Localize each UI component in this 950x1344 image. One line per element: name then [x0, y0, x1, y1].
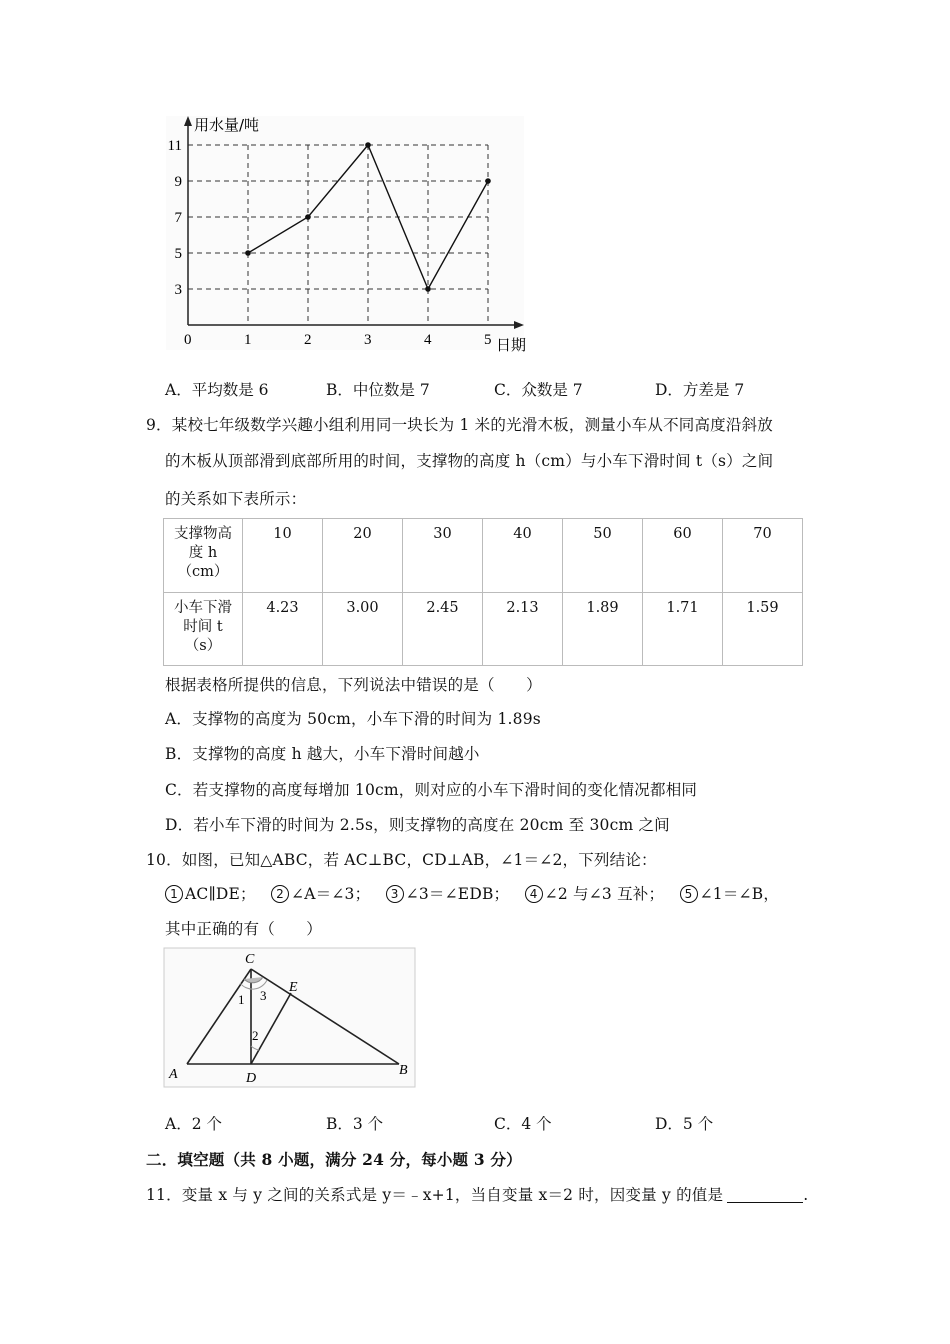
- q9-option-c[interactable]: C．若支撑物的高度每增加 10cm，则对应的小车下滑时间的变化情况都相同: [165, 781, 698, 799]
- data-point: [305, 214, 311, 220]
- table-cell: 2.45: [403, 593, 483, 666]
- table-cell: 60: [643, 519, 723, 593]
- x-tick-label: 1: [244, 332, 252, 348]
- row-header-time: 小车下滑 时间 t （s）: [164, 593, 243, 666]
- circle-5: 5: [680, 885, 698, 903]
- vertex-e: E: [289, 980, 298, 995]
- table-cell: 20: [323, 519, 403, 593]
- x-tick-label: 2: [304, 332, 312, 348]
- table-cell: 3.00: [323, 593, 403, 666]
- circle-3: 3: [386, 885, 404, 903]
- data-point: [425, 286, 431, 292]
- answer-blank[interactable]: [727, 1186, 803, 1203]
- q10-line-3: 其中正确的有（ ）: [165, 920, 323, 938]
- table-cell: 2.13: [483, 593, 563, 666]
- q9-line-1: 9．某校七年级数学兴趣小组利用同一块长为 1 米的光滑木板，测量小车从不同高度沿斜放: [146, 416, 773, 434]
- x-axis-label: 日期: [496, 336, 527, 354]
- q10-conclusions: 1 AC∥DE； 2 ∠A＝∠3； 3 ∠3＝∠EDB； 4 ∠2 与∠3 互补； 5 ∠1＝∠B，: [165, 882, 779, 904]
- y-tick-label: 7: [174, 210, 182, 226]
- table-cell: 1.59: [723, 593, 803, 666]
- table-cell: 50: [563, 519, 643, 593]
- q8-option-d[interactable]: D．方差是 7: [655, 381, 745, 399]
- q9-line-2: 的木板从顶部滑到底部所用的时间，支撑物的高度 h（cm）与小车下滑时间 t（s）之间: [165, 452, 774, 470]
- vertex-c: C: [245, 952, 255, 967]
- q9-option-a[interactable]: A．支撑物的高度为 50cm，小车下滑的时间为 1.89s: [165, 710, 541, 728]
- y-tick-label: 5: [174, 246, 182, 262]
- vertex-d: D: [246, 1071, 257, 1086]
- section-2-title: 二．填空题（共 8 小题，满分 24 分，每小题 3 分）: [146, 1150, 522, 1169]
- x-tick-label: 4: [424, 332, 432, 348]
- q10-option-c[interactable]: C．4 个: [494, 1115, 552, 1133]
- table-cell: 40: [483, 519, 563, 593]
- q10-option-d[interactable]: D．5 个: [655, 1115, 714, 1133]
- q8-option-b[interactable]: B．中位数是 7: [326, 381, 430, 399]
- x-tick-label: 5: [484, 332, 492, 348]
- q10-option-b[interactable]: B．3 个: [326, 1115, 384, 1133]
- y-axis-label: 用水量/吨: [194, 116, 260, 134]
- q11-text: 11．变量 x 与 y 之间的关系式是 y＝﹣x+1，当自变量 x＝2 时，因变量 y 的值是 .: [146, 1186, 809, 1204]
- vertex-b: B: [399, 1063, 408, 1078]
- angle-3: 3: [260, 988, 267, 1003]
- data-point: [245, 250, 251, 256]
- origin-label: 0: [184, 332, 192, 348]
- x-tick-label: 3: [364, 332, 372, 348]
- q9-data-table: [163, 518, 803, 666]
- vertex-a: A: [169, 1067, 178, 1082]
- table-cell: 10: [243, 519, 323, 593]
- circle-4: 4: [525, 885, 543, 903]
- y-tick-label: 3: [174, 282, 182, 298]
- row-header-height: 支撑物高 度 h （cm）: [164, 519, 243, 593]
- q9-option-b[interactable]: B．支撑物的高度 h 越大，小车下滑时间越小: [165, 745, 480, 763]
- angle-1: 1: [238, 992, 245, 1007]
- triangle-figure: [163, 947, 417, 1089]
- angle-2: 2: [252, 1028, 259, 1043]
- table-cell: 4.23: [243, 593, 323, 666]
- q9-option-d[interactable]: D．若小车下滑的时间为 2.5s，则支撑物的高度在 20cm 至 30cm 之间: [165, 816, 670, 834]
- q10-line-1: 10．如图，已知△ABC，若 AC⊥BC，CD⊥AB，∠1＝∠2，下列结论：: [146, 851, 657, 869]
- data-point: [485, 178, 491, 184]
- y-tick-label: 9: [174, 174, 182, 190]
- q8-option-c[interactable]: C．众数是 7: [494, 381, 583, 399]
- table-row-time: [164, 593, 803, 666]
- data-point: [365, 142, 371, 148]
- table-cell: 30: [403, 519, 483, 593]
- table-cell: 1.89: [563, 593, 643, 666]
- q10-option-a[interactable]: A．2 个: [165, 1115, 222, 1133]
- q9-line-3: 的关系如下表所示：: [165, 490, 307, 508]
- q8-option-a[interactable]: A．平均数是 6: [165, 381, 269, 399]
- circle-2: 2: [271, 885, 289, 903]
- y-tick-label: 11: [167, 138, 182, 154]
- table-cell: 1.71: [643, 593, 723, 666]
- table-cell: 70: [723, 519, 803, 593]
- q9-question: 根据表格所提供的信息，下列说法中错误的是（ ）: [165, 676, 542, 694]
- circle-1: 1: [165, 885, 183, 903]
- water-usage-chart: [160, 110, 540, 360]
- table-row-height: [164, 519, 803, 593]
